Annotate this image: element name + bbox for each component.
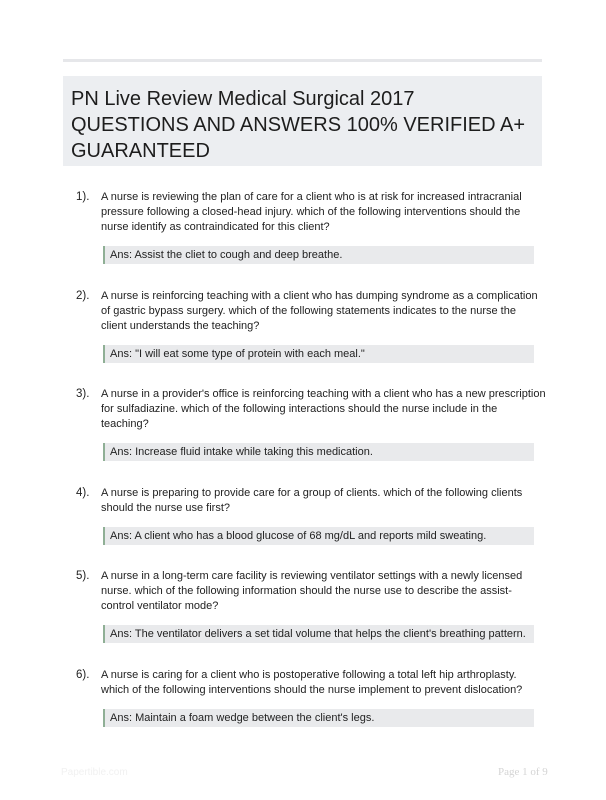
question-line: A nurse in a provider's office is reinforcing teaching with a client who has a new prescription [101, 388, 546, 400]
question-number: 5). [76, 570, 90, 582]
question-line: which of the following interventions should the nurse implement to prevent dislocation? [101, 684, 523, 696]
question-number: 4). [76, 487, 90, 499]
title-line: PN Live Review Medical Surgical 2017 [71, 88, 415, 110]
question-line: should the nurse use first? [101, 502, 231, 514]
question-text [101, 486, 539, 516]
page-number: Page 1 of 9 [498, 766, 548, 778]
question-line: A nurse is reviewing the plan of care for a client who is at risk for increased intracranial [101, 191, 522, 203]
watermark: Papertible.com [61, 767, 128, 778]
question-text [101, 668, 539, 698]
title-line: GUARANTEED [71, 140, 210, 162]
answer-box: Ans: "I will eat some type of protein with each meal." [103, 345, 534, 363]
question-line: client understands the teaching? [101, 320, 260, 332]
question-line: A nurse in a long-term care facility is reviewing ventilator settings with a newly licensed [101, 570, 523, 582]
question-number: 3). [76, 388, 90, 400]
answer-box: Ans: A client who has a blood glucose of 68 mg/dL and reports mild sweating. [103, 527, 534, 545]
question-line: of gastric bypass surgery. which of the following statements indicates to the nurse the [101, 305, 516, 317]
answer-box: Ans: Assist the cliet to cough and deep breathe. [103, 246, 534, 264]
question-number: 6). [76, 669, 90, 681]
question-line: nurse identify as contraindicated for this client? [101, 221, 330, 233]
question-line: nurse. which of the following information should the nurse use to describe the assist- [101, 585, 512, 597]
question-line: teaching? [101, 418, 149, 430]
document-title [63, 76, 542, 166]
question-text [101, 387, 546, 432]
question-line: control ventilator mode? [101, 600, 219, 612]
question-line: A nurse is caring for a client who is postoperative following a total left hip arthroplasty. [101, 669, 517, 681]
question-number: 1). [76, 191, 90, 203]
question-line: A nurse is preparing to provide care for a group of clients. which of the following clients [101, 487, 523, 499]
answer-box: Ans: The ventilator delivers a set tidal volume that helps the client's breathing pattern. [103, 625, 534, 643]
question-number: 2). [76, 290, 90, 302]
question-line: A nurse is reinforcing teaching with a client who has dumping syndrome as a complication [101, 290, 538, 302]
question-text [101, 289, 539, 334]
question-line: for sulfadiazine. which of the following interactions should the nurse include in the [101, 403, 498, 415]
question-text [101, 190, 539, 235]
title-line: QUESTIONS AND ANSWERS 100% VERIFIED A+ [71, 114, 526, 136]
question-text [101, 569, 539, 614]
question-line: pressure following a closed-head injury. which of the following interventions should the [101, 206, 521, 218]
answer-box: Ans: Maintain a foam wedge between the client's legs. [103, 709, 534, 727]
top-divider [63, 59, 542, 62]
answer-box: Ans: Increase fluid intake while taking this medication. [103, 443, 534, 461]
